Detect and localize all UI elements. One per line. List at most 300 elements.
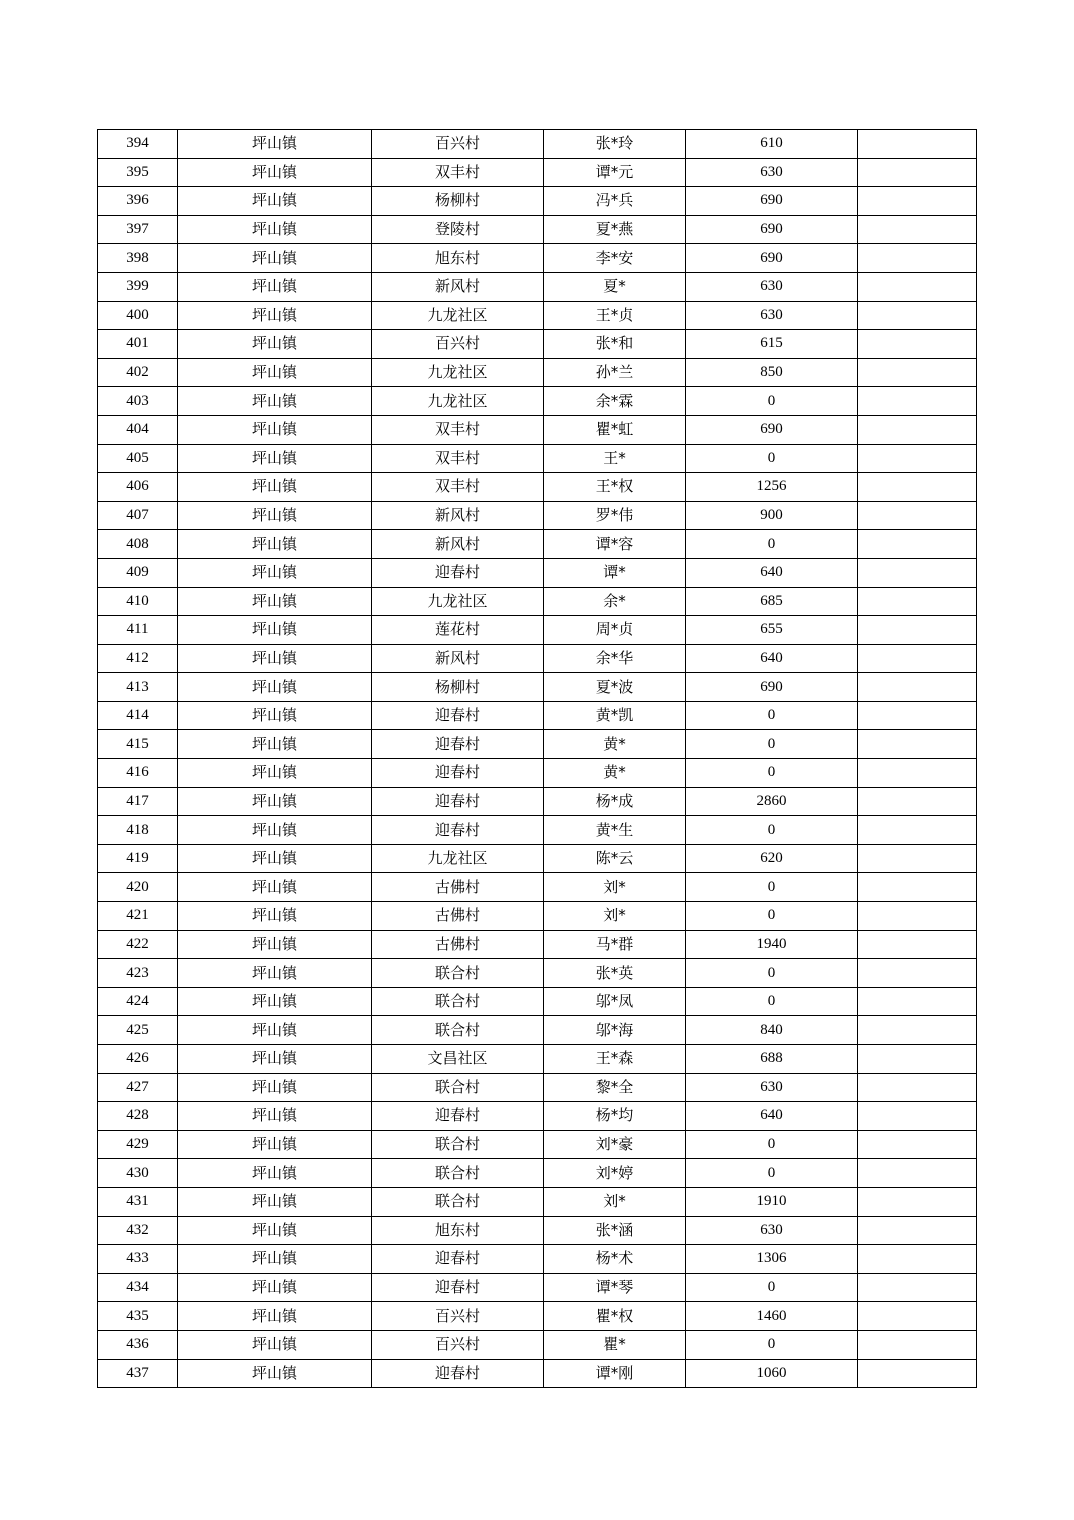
table-row: [98, 616, 977, 645]
town-cell: 坪山镇: [178, 844, 372, 873]
name-cell: 杨*术: [544, 1245, 686, 1274]
amount-cell: 2860: [686, 787, 858, 816]
remark-cell: [858, 730, 977, 759]
table-row: [98, 558, 977, 587]
town-cell: 坪山镇: [178, 330, 372, 359]
town-cell: 坪山镇: [178, 902, 372, 931]
remark-cell: [858, 673, 977, 702]
remark-cell: [858, 1102, 977, 1131]
town-cell: 坪山镇: [178, 1273, 372, 1302]
row-number: 412: [98, 644, 178, 673]
name-cell: 夏*燕: [544, 215, 686, 244]
town-cell: 坪山镇: [178, 215, 372, 244]
table-row: [98, 759, 977, 788]
remark-cell: [858, 1330, 977, 1359]
row-number: 401: [98, 330, 178, 359]
amount-cell: 0: [686, 1273, 858, 1302]
row-number: 414: [98, 701, 178, 730]
amount-cell: 0: [686, 730, 858, 759]
table-row: [98, 644, 977, 673]
amount-cell: 610: [686, 130, 858, 159]
remark-cell: [858, 787, 977, 816]
name-cell: 刘*: [544, 1187, 686, 1216]
village-cell: 莲花村: [372, 616, 544, 645]
town-cell: 坪山镇: [178, 959, 372, 988]
table-row: [98, 187, 977, 216]
table-row: [98, 787, 977, 816]
amount-cell: 630: [686, 158, 858, 187]
amount-cell: 690: [686, 244, 858, 273]
row-number: 402: [98, 358, 178, 387]
town-cell: 坪山镇: [178, 1016, 372, 1045]
table-row: [98, 358, 977, 387]
remark-cell: [858, 1245, 977, 1274]
amount-cell: 690: [686, 673, 858, 702]
name-cell: 瞿*虹: [544, 415, 686, 444]
table-row: [98, 1073, 977, 1102]
row-number: 408: [98, 530, 178, 559]
remark-cell: [858, 1359, 977, 1388]
name-cell: 罗*伟: [544, 501, 686, 530]
village-cell: 新风村: [372, 644, 544, 673]
name-cell: 张*玲: [544, 130, 686, 159]
town-cell: 坪山镇: [178, 415, 372, 444]
remark-cell: [858, 644, 977, 673]
row-number: 427: [98, 1073, 178, 1102]
town-cell: 坪山镇: [178, 1102, 372, 1131]
table-row: [98, 272, 977, 301]
amount-cell: 0: [686, 987, 858, 1016]
row-number: 423: [98, 959, 178, 988]
row-number: 416: [98, 759, 178, 788]
amount-cell: 1940: [686, 930, 858, 959]
town-cell: 坪山镇: [178, 987, 372, 1016]
name-cell: 谭*容: [544, 530, 686, 559]
town-cell: 坪山镇: [178, 1330, 372, 1359]
table-row: [98, 1302, 977, 1331]
remark-cell: [858, 1273, 977, 1302]
row-number: 436: [98, 1330, 178, 1359]
amount-cell: 1460: [686, 1302, 858, 1331]
village-cell: 新风村: [372, 501, 544, 530]
table-row: [98, 1045, 977, 1074]
name-cell: 余*: [544, 587, 686, 616]
village-cell: 迎春村: [372, 816, 544, 845]
amount-cell: 685: [686, 587, 858, 616]
village-cell: 迎春村: [372, 1359, 544, 1388]
amount-cell: 1060: [686, 1359, 858, 1388]
row-number: 421: [98, 902, 178, 931]
table-row: [98, 1159, 977, 1188]
amount-cell: 0: [686, 902, 858, 931]
village-cell: 百兴村: [372, 330, 544, 359]
town-cell: 坪山镇: [178, 873, 372, 902]
remark-cell: [858, 473, 977, 502]
village-cell: 迎春村: [372, 759, 544, 788]
amount-cell: 630: [686, 301, 858, 330]
table-row: [98, 673, 977, 702]
amount-cell: 840: [686, 1016, 858, 1045]
village-cell: 迎春村: [372, 1273, 544, 1302]
row-number: 431: [98, 1187, 178, 1216]
name-cell: 黄*: [544, 759, 686, 788]
name-cell: 孙*兰: [544, 358, 686, 387]
name-cell: 黄*生: [544, 816, 686, 845]
name-cell: 谭*: [544, 558, 686, 587]
table-row: [98, 215, 977, 244]
amount-cell: 690: [686, 215, 858, 244]
village-cell: 九龙社区: [372, 387, 544, 416]
row-number: 432: [98, 1216, 178, 1245]
row-number: 425: [98, 1016, 178, 1045]
name-cell: 余*霖: [544, 387, 686, 416]
amount-cell: 630: [686, 272, 858, 301]
row-number: 406: [98, 473, 178, 502]
amount-cell: 0: [686, 701, 858, 730]
row-number: 409: [98, 558, 178, 587]
amount-cell: 0: [686, 444, 858, 473]
row-number: 397: [98, 215, 178, 244]
name-cell: 余*华: [544, 644, 686, 673]
row-number: 417: [98, 787, 178, 816]
remark-cell: [858, 701, 977, 730]
village-cell: 联合村: [372, 1130, 544, 1159]
village-cell: 古佛村: [372, 902, 544, 931]
name-cell: 刘*婷: [544, 1159, 686, 1188]
town-cell: 坪山镇: [178, 644, 372, 673]
table-row: [98, 473, 977, 502]
amount-cell: 640: [686, 644, 858, 673]
remark-cell: [858, 1130, 977, 1159]
remark-cell: [858, 1159, 977, 1188]
row-number: 400: [98, 301, 178, 330]
amount-cell: 0: [686, 530, 858, 559]
village-cell: 新风村: [372, 272, 544, 301]
town-cell: 坪山镇: [178, 787, 372, 816]
name-cell: 瞿*权: [544, 1302, 686, 1331]
table-row: [98, 330, 977, 359]
row-number: 422: [98, 930, 178, 959]
village-cell: 迎春村: [372, 787, 544, 816]
town-cell: 坪山镇: [178, 587, 372, 616]
table-row: [98, 701, 977, 730]
name-cell: 瞿*: [544, 1330, 686, 1359]
name-cell: 夏*波: [544, 673, 686, 702]
table-row: [98, 1187, 977, 1216]
village-cell: 百兴村: [372, 1330, 544, 1359]
village-cell: 联合村: [372, 987, 544, 1016]
name-cell: 陈*云: [544, 844, 686, 873]
name-cell: 李*安: [544, 244, 686, 273]
amount-cell: 0: [686, 1130, 858, 1159]
table-row: [98, 1359, 977, 1388]
name-cell: 刘*豪: [544, 1130, 686, 1159]
table-row: [98, 1245, 977, 1274]
row-number: 403: [98, 387, 178, 416]
village-cell: 联合村: [372, 1187, 544, 1216]
remark-cell: [858, 816, 977, 845]
town-cell: 坪山镇: [178, 1216, 372, 1245]
village-cell: 迎春村: [372, 1102, 544, 1131]
remark-cell: [858, 187, 977, 216]
table-row: [98, 244, 977, 273]
row-number: 410: [98, 587, 178, 616]
row-number: 405: [98, 444, 178, 473]
table-row: [98, 930, 977, 959]
village-cell: 双丰村: [372, 444, 544, 473]
remark-cell: [858, 959, 977, 988]
row-number: 428: [98, 1102, 178, 1131]
remark-cell: [858, 530, 977, 559]
row-number: 433: [98, 1245, 178, 1274]
amount-cell: 0: [686, 1159, 858, 1188]
village-cell: 九龙社区: [372, 844, 544, 873]
town-cell: 坪山镇: [178, 244, 372, 273]
town-cell: 坪山镇: [178, 444, 372, 473]
amount-cell: 690: [686, 415, 858, 444]
village-cell: 双丰村: [372, 158, 544, 187]
table-row: [98, 1016, 977, 1045]
amount-cell: 615: [686, 330, 858, 359]
amount-cell: 688: [686, 1045, 858, 1074]
table-row: [98, 444, 977, 473]
village-cell: 迎春村: [372, 701, 544, 730]
amount-cell: 850: [686, 358, 858, 387]
amount-cell: 620: [686, 844, 858, 873]
town-cell: 坪山镇: [178, 1159, 372, 1188]
town-cell: 坪山镇: [178, 673, 372, 702]
table-row: [98, 902, 977, 931]
town-cell: 坪山镇: [178, 501, 372, 530]
village-cell: 新风村: [372, 530, 544, 559]
row-number: 429: [98, 1130, 178, 1159]
amount-cell: 0: [686, 387, 858, 416]
amount-cell: 0: [686, 759, 858, 788]
remark-cell: [858, 930, 977, 959]
town-cell: 坪山镇: [178, 1245, 372, 1274]
table-row: [98, 959, 977, 988]
town-cell: 坪山镇: [178, 816, 372, 845]
table-row: [98, 730, 977, 759]
name-cell: 张*英: [544, 959, 686, 988]
town-cell: 坪山镇: [178, 272, 372, 301]
amount-cell: 0: [686, 873, 858, 902]
remark-cell: [858, 358, 977, 387]
name-cell: 黎*全: [544, 1073, 686, 1102]
name-cell: 杨*成: [544, 787, 686, 816]
amount-cell: 630: [686, 1216, 858, 1245]
village-cell: 九龙社区: [372, 301, 544, 330]
name-cell: 周*贞: [544, 616, 686, 645]
town-cell: 坪山镇: [178, 473, 372, 502]
table-row: [98, 1102, 977, 1131]
table-row: [98, 1216, 977, 1245]
village-cell: 杨柳村: [372, 673, 544, 702]
amount-cell: 0: [686, 816, 858, 845]
table-row: [98, 587, 977, 616]
town-cell: 坪山镇: [178, 759, 372, 788]
row-number: 407: [98, 501, 178, 530]
town-cell: 坪山镇: [178, 930, 372, 959]
remark-cell: [858, 301, 977, 330]
name-cell: 王*: [544, 444, 686, 473]
remark-cell: [858, 587, 977, 616]
table-row: [98, 1330, 977, 1359]
row-number: 437: [98, 1359, 178, 1388]
remark-cell: [858, 415, 977, 444]
town-cell: 坪山镇: [178, 558, 372, 587]
name-cell: 王*贞: [544, 301, 686, 330]
name-cell: 马*群: [544, 930, 686, 959]
village-cell: 双丰村: [372, 473, 544, 502]
remark-cell: [858, 1045, 977, 1074]
row-number: 413: [98, 673, 178, 702]
table-row: [98, 415, 977, 444]
town-cell: 坪山镇: [178, 730, 372, 759]
name-cell: 张*和: [544, 330, 686, 359]
amount-cell: 640: [686, 558, 858, 587]
town-cell: 坪山镇: [178, 1130, 372, 1159]
amount-cell: 1306: [686, 1245, 858, 1274]
village-cell: 联合村: [372, 1159, 544, 1188]
town-cell: 坪山镇: [178, 616, 372, 645]
remark-cell: [858, 844, 977, 873]
row-number: 426: [98, 1045, 178, 1074]
name-cell: 王*森: [544, 1045, 686, 1074]
town-cell: 坪山镇: [178, 1359, 372, 1388]
village-cell: 联合村: [372, 1016, 544, 1045]
town-cell: 坪山镇: [178, 1045, 372, 1074]
village-cell: 迎春村: [372, 558, 544, 587]
village-cell: 旭东村: [372, 1216, 544, 1245]
remark-cell: [858, 873, 977, 902]
village-cell: 百兴村: [372, 130, 544, 159]
roster-table: [97, 129, 977, 1388]
village-cell: 九龙社区: [372, 358, 544, 387]
name-cell: 黄*凯: [544, 701, 686, 730]
town-cell: 坪山镇: [178, 701, 372, 730]
row-number: 411: [98, 616, 178, 645]
remark-cell: [858, 616, 977, 645]
village-cell: 旭东村: [372, 244, 544, 273]
name-cell: 刘*: [544, 902, 686, 931]
remark-cell: [858, 387, 977, 416]
remark-cell: [858, 330, 977, 359]
town-cell: 坪山镇: [178, 158, 372, 187]
table-row: [98, 873, 977, 902]
village-cell: 文昌社区: [372, 1045, 544, 1074]
amount-cell: 0: [686, 1330, 858, 1359]
village-cell: 迎春村: [372, 1245, 544, 1274]
village-cell: 联合村: [372, 1073, 544, 1102]
town-cell: 坪山镇: [178, 387, 372, 416]
table-row: [98, 816, 977, 845]
amount-cell: 900: [686, 501, 858, 530]
remark-cell: [858, 501, 977, 530]
remark-cell: [858, 1302, 977, 1331]
table-row: [98, 301, 977, 330]
village-cell: 杨柳村: [372, 187, 544, 216]
name-cell: 张*涵: [544, 1216, 686, 1245]
town-cell: 坪山镇: [178, 1187, 372, 1216]
village-cell: 古佛村: [372, 930, 544, 959]
remark-cell: [858, 1073, 977, 1102]
village-cell: 古佛村: [372, 873, 544, 902]
row-number: 404: [98, 415, 178, 444]
row-number: 434: [98, 1273, 178, 1302]
row-number: 418: [98, 816, 178, 845]
name-cell: 冯*兵: [544, 187, 686, 216]
table-row: [98, 501, 977, 530]
name-cell: 谭*元: [544, 158, 686, 187]
remark-cell: [858, 759, 977, 788]
row-number: 399: [98, 272, 178, 301]
row-number: 396: [98, 187, 178, 216]
roster-body: [98, 130, 977, 1388]
amount-cell: 0: [686, 959, 858, 988]
amount-cell: 1256: [686, 473, 858, 502]
table-row: [98, 130, 977, 159]
name-cell: 杨*均: [544, 1102, 686, 1131]
name-cell: 邬*凤: [544, 987, 686, 1016]
town-cell: 坪山镇: [178, 187, 372, 216]
remark-cell: [858, 902, 977, 931]
name-cell: 谭*琴: [544, 1273, 686, 1302]
remark-cell: [858, 987, 977, 1016]
town-cell: 坪山镇: [178, 130, 372, 159]
village-cell: 九龙社区: [372, 587, 544, 616]
remark-cell: [858, 244, 977, 273]
village-cell: 百兴村: [372, 1302, 544, 1331]
town-cell: 坪山镇: [178, 301, 372, 330]
remark-cell: [858, 444, 977, 473]
remark-cell: [858, 558, 977, 587]
row-number: 398: [98, 244, 178, 273]
remark-cell: [858, 1216, 977, 1245]
row-number: 435: [98, 1302, 178, 1331]
name-cell: 王*权: [544, 473, 686, 502]
table-row: [98, 987, 977, 1016]
town-cell: 坪山镇: [178, 1302, 372, 1331]
amount-cell: 640: [686, 1102, 858, 1131]
table-row: [98, 530, 977, 559]
table-row: [98, 844, 977, 873]
village-cell: 迎春村: [372, 730, 544, 759]
table-row: [98, 158, 977, 187]
row-number: 394: [98, 130, 178, 159]
row-number: 419: [98, 844, 178, 873]
remark-cell: [858, 130, 977, 159]
row-number: 420: [98, 873, 178, 902]
name-cell: 邬*海: [544, 1016, 686, 1045]
town-cell: 坪山镇: [178, 1073, 372, 1102]
row-number: 395: [98, 158, 178, 187]
amount-cell: 655: [686, 616, 858, 645]
amount-cell: 690: [686, 187, 858, 216]
row-number: 430: [98, 1159, 178, 1188]
remark-cell: [858, 1187, 977, 1216]
table-row: [98, 1130, 977, 1159]
town-cell: 坪山镇: [178, 530, 372, 559]
amount-cell: 1910: [686, 1187, 858, 1216]
remark-cell: [858, 215, 977, 244]
name-cell: 谭*刚: [544, 1359, 686, 1388]
row-number: 424: [98, 987, 178, 1016]
table-row: [98, 387, 977, 416]
table-row: [98, 1273, 977, 1302]
village-cell: 登陵村: [372, 215, 544, 244]
name-cell: 夏*: [544, 272, 686, 301]
